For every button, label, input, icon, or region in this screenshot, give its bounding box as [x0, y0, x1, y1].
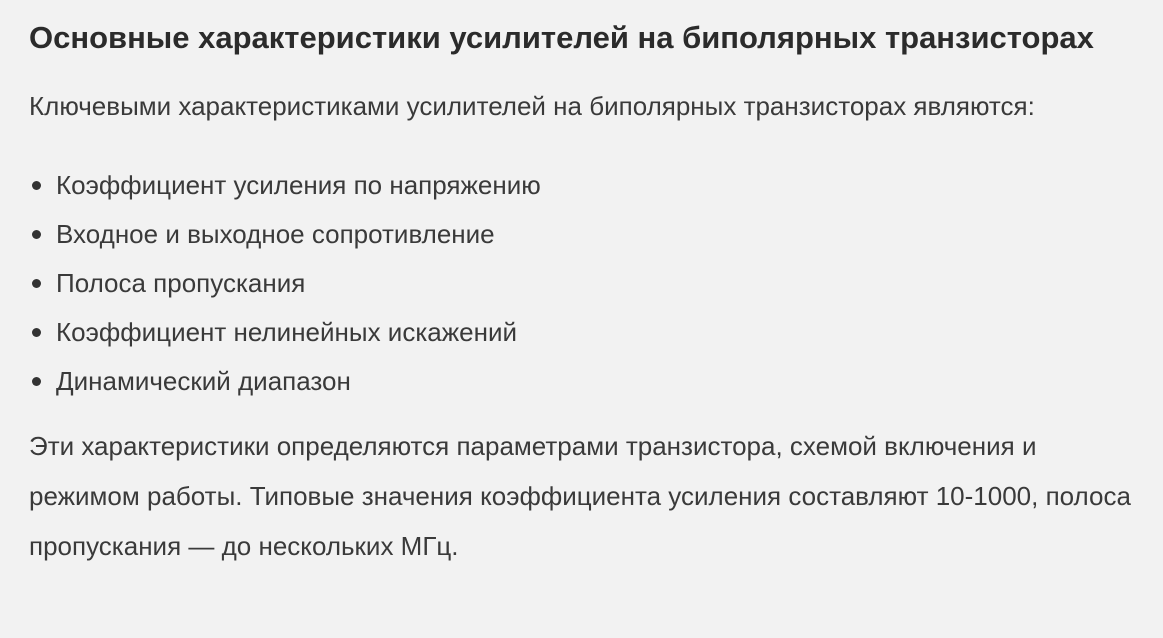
- bullet-icon: [32, 230, 41, 239]
- section-heading: Основные характеристики усилителей на биполярных транзисторах: [29, 20, 1094, 55]
- intro-paragraph: Ключевыми характеристиками усилителей на биполярных транзисторах являются:: [29, 91, 1035, 121]
- list-item: [29, 357, 1139, 406]
- list-item-text: Полоса пропускания: [56, 268, 306, 298]
- characteristics-list: [29, 161, 1139, 406]
- bullet-icon: [32, 328, 41, 337]
- bullet-icon: [32, 181, 41, 190]
- list-item: [29, 210, 1139, 259]
- list-item-text: Коэффициент нелинейных искажений: [56, 317, 517, 347]
- article-content: [29, 0, 1139, 571]
- list-item: [29, 259, 1139, 308]
- list-item-text: Коэффициент усиления по напряжению: [56, 170, 541, 200]
- list-item-text: Динамический диапазон: [56, 366, 351, 396]
- bullet-icon: [32, 377, 41, 386]
- list-item: [29, 308, 1139, 357]
- list-item-text: Входное и выходное сопротивление: [56, 219, 495, 249]
- list-item: [29, 161, 1139, 210]
- summary-paragraph: Эти характеристики определяются параметрами транзистора, схемой включения и режимом работы. Типовые значения коэффициента усиления составляют 10-1000, полоса пропускания — до нескольких МГц.: [29, 431, 1131, 561]
- bullet-icon: [32, 279, 41, 288]
